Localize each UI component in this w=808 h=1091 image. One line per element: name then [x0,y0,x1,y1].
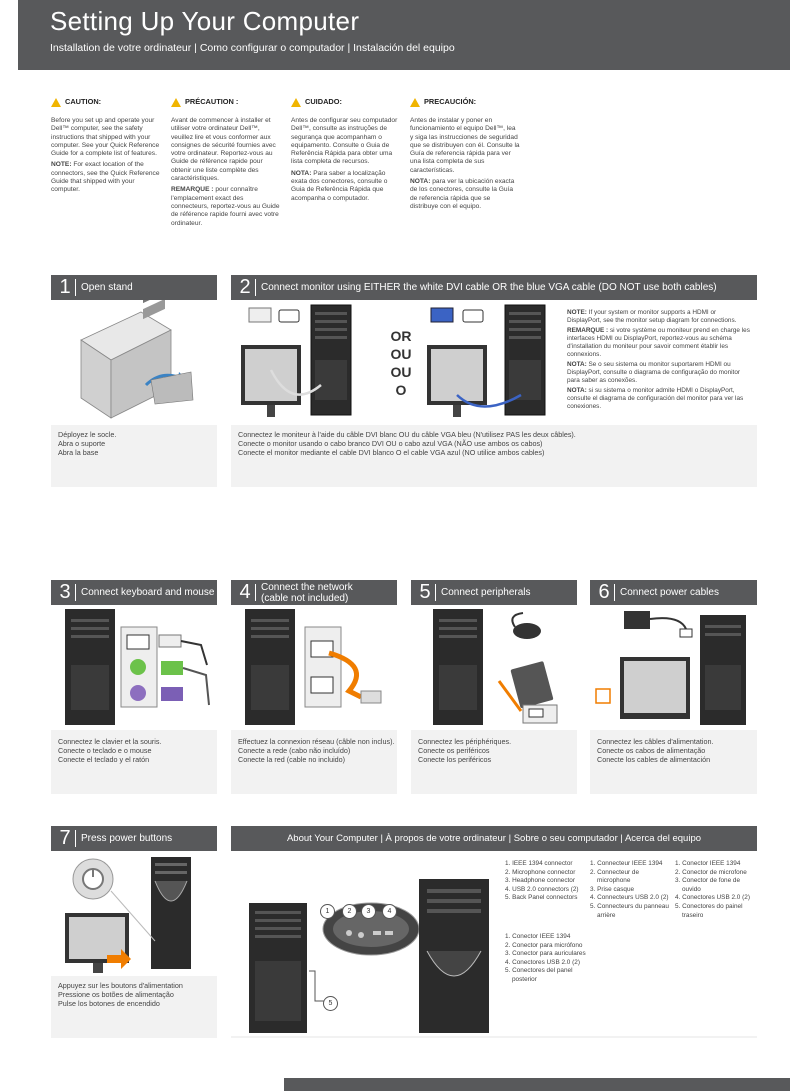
step-number: 7 [59,827,71,849]
step-title: Connect peripherals [441,587,531,598]
about-list-pt [675,860,750,920]
step-number: 6 [598,581,610,603]
step-header [411,580,577,605]
text-line: Conecte a rede (cabo não incluído) [238,746,351,755]
list-item: 4. Connecteurs USB 2.0 (2) [590,894,669,902]
warning-icon [51,98,61,107]
step-description [58,981,183,1008]
caution-body: Avant de commencer à installer et utiliser votre ordinateur Dell™, veuillez lire et vous conformer aux consignes de sécurité fournies avec votre ordinateur. Reportez-vous au Guide de référence rapide pour obtenir une liste complète des caractéristiques. [171,117,276,183]
text-line: Conecte o monitor usando o cabo branco DVI OU o cabo azul VGA (NÃO use ambos os cabos) [238,439,543,448]
step-title [261,582,353,604]
or-word: OR [390,328,412,344]
step-description [58,430,116,457]
list-item: 1. Connecteur IEEE 1394 [590,860,663,867]
list-item: 3. Conector de fone de [675,877,741,885]
note-text: pour connaître l'emplacement exact des connecteurs, reportez-vous au Guide de référence rapide fourni avec votre ordinateur. [171,186,280,227]
step-header [51,826,217,851]
callout-1: 1 [320,904,335,919]
text-line: Conecte los cables de alimentación [597,755,711,764]
note-text: Se o seu sistema ou monitor suportarem HDMI ou DisplayPort, consulte o diagrama de configuração do monitor para saber as conexões. [567,361,740,384]
text-line: Conecte el monitor mediante el cable DVI blanco O el cable VGA azul (NO utilice ambos cables) [238,448,545,457]
footer-bar [284,1078,790,1091]
note-text: For exact location of the connectors, see the Quick Reference Guide that shipped with your computer. [51,161,160,194]
step-description [418,737,511,764]
or-word: O [395,382,407,398]
note-text: If your system or monitor supports a HDMI or DisplayPort, see the monitor setup diagram for connections. [567,309,737,324]
about-list-fr [590,860,669,920]
list-item: 3. Conector para auriculares [505,950,586,958]
note-text: Para saber a localização exata dos conectores, consulte o Guia de Referência Rápida que acompanha o computador. [291,169,388,202]
step-title: Connect monitor using EITHER the white DVI cable OR the blue VGA cable (DO NOT use both cables) [261,282,717,293]
caution-heading: PRÉCAUTION : [185,97,239,107]
page-subtitle: Installation de votre ordinateur | Como configurar o computador | Instalación del equipo [50,42,455,54]
list-item: posterior [512,975,537,983]
step-6-panel [590,580,757,794]
or-word: OU [390,364,412,380]
caution-body: Before you set up and operate your Dell™ computer, see the safety instructions that shipped with your computer. See your Quick Reference Guide for a complete list of features. [51,117,160,158]
caution-body: Antes de configurar seu computador Dell™, consulte as instruções de segurança que acompanham o equipamento. Consulte o Guia de Referência Rápida para obter uma lista completa de recursos. [291,117,398,166]
step-description [238,430,576,457]
warning-icon [291,98,301,107]
caution-body: Antes de instalar y poner en funcionamiento el equipo Dell™, lea y siga las instrucciones de seguridad que se distribuyen con él. Consulte la Guía de referencia rápida para ver una lista completa de sus características. [410,117,520,174]
list-item: 5. Conectores do painel [675,902,743,910]
note-label: REMARQUE : [567,327,609,334]
power-buttons-illustration [51,851,217,976]
step-description [238,737,395,764]
step-5-panel [411,580,577,794]
list-item: 2. Microphone connector [505,868,576,876]
list-item: traseiro [682,911,704,919]
text-line: Conecte o teclado e o mouse [58,746,152,755]
note-label: NOTE: [51,161,72,169]
list-item: 1. Conector IEEE 1394 [505,933,571,940]
text-line: Connectez les périphériques. [418,737,512,746]
callout-5: 5 [323,996,338,1011]
step-header [590,580,757,605]
keyboard-mouse-illustration [51,605,217,730]
step-number: 5 [419,581,431,603]
text-line: Abra o suporte [58,439,106,448]
step-header [231,580,397,605]
or-separator [386,327,416,399]
text-line: Connectez les câbles d'alimentation. [597,737,714,746]
caution-pt [291,98,401,206]
step-4-panel [231,580,397,794]
step-7-panel [51,826,217,1038]
step-number: 4 [239,581,251,603]
warning-icon [410,98,420,107]
list-item: 4. Conectores USB 2.0 (2) [505,958,580,966]
page-header [18,0,790,70]
step-2-panel [231,275,757,487]
note-label: NOTE: [567,309,587,316]
caution-heading: CUIDADO: [305,97,342,107]
warning-icon [171,98,181,107]
step-description [58,737,161,764]
text-line: Appuyez sur les boutons d'alimentation [58,981,183,990]
caution-en [51,98,161,198]
list-item: 5. Conectores del panel [505,967,573,975]
note-text: para ver la ubicación exacta de los conectores, consulte la Guía de referencia rápida que se distribuye con el equipo. [410,178,515,210]
caution-heading: CAUTION: [65,97,102,107]
list-item: 5. Back Panel connectors [505,894,578,902]
about-title: About Your Computer | À propos de votre ordinateur | Sobre o seu computador | Acerca del equipo [286,833,702,844]
text-line: Déployez le socle. [58,430,117,439]
page-title: Setting Up Your Computer [50,6,360,36]
step-header [51,580,217,605]
list-item: 5. Connecteurs du panneau [590,902,669,910]
power-cables-illustration [590,605,757,730]
about-list-es [505,933,586,985]
callout-4: 4 [382,904,397,919]
text-line: Conecte os periféricos [418,746,490,755]
text-line: Conecte los periféricos [418,755,492,764]
step-title: Connect power cables [620,587,719,598]
caution-es [410,98,520,214]
text-line: Conecte la red (cable no incluido) [238,755,346,764]
title-line: Connect the network [261,582,353,593]
step-title: Press power buttons [81,833,173,844]
callout-3: 3 [361,904,376,919]
note-text: si votre système ou moniteur prend en charge les interfaces HDMI ou DisplayPort, reportez-vous au schéma d'installation du moniteur pour savoir comment établir les connexions. [567,327,750,358]
step-3-panel [51,580,217,794]
list-item: arrière [597,911,616,919]
step-title: Connect keyboard and mouse [81,587,215,598]
list-item: 2. Conector para micrófono [505,941,583,949]
list-item: 4. Conectores USB 2.0 (2) [675,894,750,902]
list-item: 2. Connecteur de [590,868,640,876]
text-line: Abra la base [58,448,99,457]
text-line: Connectez le clavier et la souris. [58,737,162,746]
text-line: Effectuez la connexion réseau (câble non inclus). [238,737,395,746]
or-word: OU [390,346,412,362]
text-line: Connectez le moniteur à l'aide du câble DVI blanc OU du câble VGA bleu (N'utilisez PAS les deux câbles). [238,430,576,439]
list-item: 2. Conector de microfone [675,868,747,876]
text-line: Conecte el teclado y el ratón [58,755,150,764]
list-item: 1. IEEE 1394 connector [505,860,573,867]
about-header [231,826,757,851]
list-item: 3. Headphone connector [505,877,575,885]
list-item: ouvido [682,885,701,893]
text-line: Pressione os botões de alimentação [58,990,174,999]
caution-fr [171,98,281,231]
note-label: NOTA: [410,178,431,186]
callout-2: 2 [342,904,357,919]
note-label: REMARQUE : [171,186,214,194]
network-illustration [231,605,397,730]
step-number: 1 [59,276,71,298]
title-line: (cable not included) [261,593,349,604]
list-item: 4. USB 2.0 connectors (2) [505,885,579,893]
text-line: Pulse los botones de encendido [58,999,160,1008]
note-label: NOTA: [567,387,587,394]
list-item: microphone [597,877,631,885]
note-label: NOTA: [567,361,587,368]
note-text: si su sistema o monitor admite HDMI o DisplayPort, consulte el diagrama de configuración del monitor para ver las conexiones. [567,387,744,410]
list-item: 3. Prise casque [590,885,635,893]
step-number: 2 [239,276,251,298]
monitor-notes [567,309,751,413]
step-title: Open stand [81,282,133,293]
step-1-panel [51,275,217,487]
caution-heading: PRECAUCIÓN: [424,97,477,107]
about-panel [231,826,757,1038]
step-description [597,737,713,764]
peripherals-illustration [411,605,577,730]
open-stand-illustration [51,300,217,425]
step-header [51,275,217,300]
about-list-en [505,860,579,903]
step-header [231,275,757,300]
note-label: NOTA: [291,169,312,177]
list-item: 1. Conector IEEE 1394 [675,860,741,867]
text-line: Conecte os cabos de alimentação [597,746,706,755]
step-number: 3 [59,581,71,603]
